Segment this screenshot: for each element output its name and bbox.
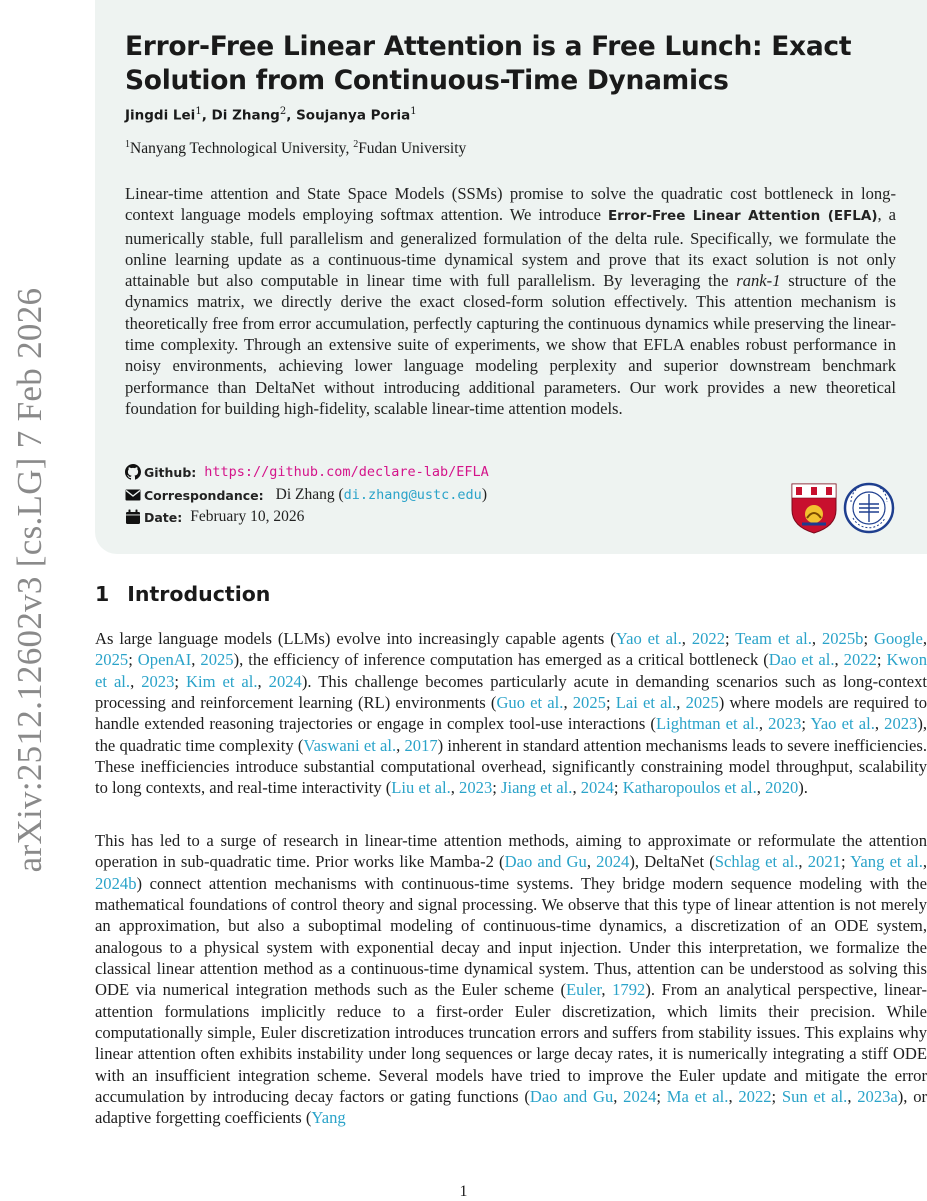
- citation-link[interactable]: 2025: [572, 693, 606, 713]
- citation-link[interactable]: 2020: [765, 778, 799, 798]
- body-text: As large language models (LLMs) evolve into increasingly capable agents (: [95, 629, 616, 648]
- citation-link[interactable]: Yang et al.: [850, 852, 923, 872]
- citation-link[interactable]: 2017: [404, 735, 438, 755]
- citation-link[interactable]: 2024: [623, 1087, 657, 1107]
- body-text: ;: [771, 1087, 782, 1107]
- citation-link[interactable]: 2023: [459, 778, 493, 798]
- affil-sup: 1: [125, 139, 130, 150]
- citation-link[interactable]: 2024: [268, 671, 302, 691]
- body-text: ) where models are required to handle extended reasoning trajectories or engage in complex tool-use interactions (: [95, 693, 927, 734]
- author-sup: 1: [410, 106, 417, 117]
- body-text: ,: [756, 778, 766, 798]
- body-text: ,: [811, 629, 822, 648]
- citation-link[interactable]: Ma et al.: [666, 1087, 729, 1107]
- body-text: ;: [128, 650, 138, 670]
- page-number: 1: [459, 1183, 468, 1200]
- citation-link[interactable]: Yao et al.: [615, 629, 682, 648]
- affil-name: Nanyang Technological University: [130, 140, 346, 158]
- method-name: Error-Free Linear Attention (EFLA): [607, 208, 878, 225]
- body-text: ,: [798, 852, 808, 872]
- intro-paragraph-1: [95, 628, 927, 799]
- body-text: ;: [174, 671, 186, 691]
- affiliations: $^1$Nanyang Technological University, $^2$Fudan University: [125, 139, 467, 158]
- citation-link[interactable]: Sun et al.: [781, 1087, 848, 1107]
- citation-link[interactable]: Team et al.: [735, 629, 812, 648]
- body-text: ,: [572, 778, 581, 798]
- body-text: ;: [725, 629, 736, 648]
- affil-sup: 2: [353, 139, 359, 150]
- arxiv-id-text: arXiv:2512.12602v3 [cs.LG] 7 Feb 2026: [10, 287, 49, 873]
- body-text: ), DeltaNet (: [629, 852, 715, 872]
- ntu-crest-logo: [790, 482, 838, 534]
- body-text: ;: [656, 1087, 667, 1107]
- body-text: ;: [840, 852, 851, 872]
- body-text: ,: [257, 671, 269, 691]
- body-text: ;: [613, 778, 623, 798]
- citation-link[interactable]: Jiang et al.: [501, 778, 573, 798]
- citation-link[interactable]: Schlag et al.: [714, 852, 799, 872]
- body-text: This has led to a surge of research in linear-time attention methods, aiming to approximate or reformulate the attention operation in sub-quadratic time. Prior works like Mamba-2 (: [95, 831, 927, 872]
- body-text: ;: [863, 629, 874, 648]
- citation-link[interactable]: Kwon et al.: [95, 650, 927, 691]
- calendar-icon: [125, 509, 141, 525]
- abstract-italic: rank-1: [736, 271, 781, 291]
- intro-paragraph-2: [95, 830, 927, 1129]
- body-text: ,: [728, 1087, 739, 1107]
- arxiv-side-identifier: [0, 0, 60, 1200]
- body-text: ,: [450, 778, 460, 798]
- body-text: ). This challenge becomes particularly acute in demanding scenarios such as long-context processing and reinforcement learning (RL) environments (: [95, 671, 927, 713]
- abstract-text: structure of the dynamics matrix, we directly derive the exact closed-form solution effectively. This attention mechanism is theoretically free from error accumulation, perfectly capturing the continuous dynamics while preserving the linear-time complexity. Through an extensive suite of experiments, we show that EFLA enables robust performance in noisy environments, achieving lower language modeling perplexity and superior downstream benchmark performance than DeltaNet without introducing additional parameters. Our work provides a new theoretical foundation for building high-fidelity, scalable linear-time attention models.: [125, 271, 896, 418]
- correspondence-name: Di Zhang (: [275, 486, 344, 503]
- correspondence-label: Correspondance:: [144, 487, 264, 503]
- citation-link[interactable]: 1792: [612, 980, 646, 1000]
- citation-link[interactable]: Lightman et al.: [655, 714, 759, 734]
- paper-title: Error-Free Linear Attention is a Free Lunch: Exact Solution from Continuous-Time Dynamics: [125, 31, 852, 96]
- body-text: ,: [922, 629, 927, 648]
- citation-link[interactable]: 2023: [141, 671, 175, 691]
- correspondence-row: [125, 486, 487, 504]
- date-value: February 10, 2026: [190, 508, 305, 525]
- citation-link[interactable]: Yang: [311, 1108, 346, 1128]
- body-text: ,: [676, 693, 686, 713]
- body-text: ,: [922, 852, 927, 872]
- citation-link[interactable]: 2022: [738, 1087, 772, 1107]
- author-sup: 2: [279, 106, 287, 117]
- author-name: Jingdi Lei: [125, 107, 196, 124]
- body-text: ), or adaptive forgetting coefficients (: [95, 1087, 927, 1128]
- citation-link[interactable]: Liu et al.: [391, 778, 451, 798]
- body-text: ,: [563, 693, 573, 713]
- citation-link[interactable]: 2023: [884, 714, 918, 734]
- date-label: Date:: [144, 509, 183, 525]
- github-icon: [125, 464, 141, 480]
- citation-link[interactable]: 2024: [580, 778, 614, 798]
- body-text: ,: [130, 671, 142, 691]
- citation-link[interactable]: Lai et al.: [615, 693, 677, 713]
- citation-link[interactable]: 2025: [200, 650, 234, 670]
- body-text: ) connect attention mechanisms with continuous-time systems. They bridge modern sequence modeling with the mathematical foundations of control theory and signal processing. We observe that this type of linear attention is not merely an approximation, but also a suboptimal modeling of continuous-time dynamics, a discretization of an ODE system, analogous to a physical system with exponential decay and input injection. Under this interpretation, we formalize the classical linear attention method as a continuous-time dynamical system. Thus, attention can be understood as solving this ODE via numerical integration methods such as the Euler scheme (: [95, 873, 927, 1000]
- body-text: ,: [758, 714, 769, 734]
- citation-link[interactable]: Kim et al.: [185, 671, 258, 691]
- body-text: ,: [396, 735, 405, 755]
- body-text: ;: [801, 714, 811, 734]
- citation-link[interactable]: Katharopoulos et al.: [622, 778, 757, 798]
- citation-link[interactable]: 2025: [685, 693, 719, 713]
- citation-link[interactable]: 2023: [768, 714, 802, 734]
- citation-link[interactable]: Guo et al.: [496, 693, 564, 713]
- citation-link[interactable]: 2024: [596, 852, 630, 872]
- date-row: [125, 508, 304, 526]
- citation-link[interactable]: Dao and Gu: [504, 852, 587, 872]
- citation-link[interactable]: 2024b: [95, 873, 137, 893]
- body-text: ;: [492, 778, 501, 798]
- envelope-icon: [125, 487, 141, 503]
- body-text: ,: [601, 980, 613, 1000]
- github-label: Github:: [144, 464, 197, 480]
- citation-link[interactable]: 2025b: [821, 629, 864, 648]
- github-link[interactable]: https://github.com/declare-lab/EFLA: [204, 464, 489, 480]
- body-text: ,: [834, 650, 844, 670]
- citation-link[interactable]: OpenAI: [137, 650, 192, 670]
- citation-link[interactable]: 2022: [691, 629, 726, 648]
- author-name: Soujanya Poria: [296, 107, 411, 124]
- affil-name: Fudan University: [358, 140, 467, 158]
- body-text: ).: [798, 778, 808, 798]
- body-text: ;: [605, 693, 616, 713]
- citation-link[interactable]: 2025: [95, 650, 129, 670]
- body-text: ,: [847, 1087, 858, 1107]
- section-title-text: Introduction: [127, 582, 271, 606]
- citation-link[interactable]: Dao and Gu: [529, 1087, 614, 1107]
- correspondence-close: ): [481, 486, 487, 503]
- body-text: ;: [876, 650, 887, 670]
- abstract: [125, 183, 896, 419]
- author-sup: 1: [195, 106, 202, 117]
- github-row: [125, 464, 489, 480]
- section-heading: [95, 582, 270, 606]
- citation-link[interactable]: 2021: [807, 852, 841, 872]
- section-number: 1: [95, 582, 110, 606]
- citation-link[interactable]: Euler: [566, 980, 602, 1000]
- abstract-text: Linear-time attention and State Space Models (SSMs) promise to solve the quadratic cost bottleneck in long-context language models employing softmax attention. We introduce: [125, 184, 896, 225]
- citation-link[interactable]: 2022: [843, 650, 877, 670]
- body-text: ), the efficiency of inference computation has emerged as a critical bottleneck (: [233, 650, 769, 670]
- citation-link[interactable]: Google: [874, 629, 923, 648]
- citation-link[interactable]: Yao et al.: [810, 714, 875, 734]
- citation-link[interactable]: Dao et al.: [768, 650, 835, 670]
- body-text: ). From an analytical perspective, linear-attention formulations implicitly reduce to a first-order Euler discretization, which limits their precision. While computationally simple, Euler discretization introduces truncation errors and suffers from stability issues. This explains why linear attention often exhibits instability under long sequences or large decay rates, it is numerically integrating a stiff ODE with an insufficient integration scheme. Several models have tried to improve the Euler update and mitigate the error accumulation by introducing decay factors or gating functions (: [95, 980, 927, 1107]
- body-text: ,: [681, 629, 692, 648]
- citation-link[interactable]: Vaswani et al.: [303, 735, 397, 755]
- citation-link[interactable]: 2023a: [857, 1087, 898, 1107]
- body-text: ,: [586, 852, 597, 872]
- body-text: ,: [613, 1087, 624, 1107]
- correspondence-email[interactable]: di.zhang@ustc.edu: [343, 487, 482, 503]
- abstract-text: , a numerically stable, full parallelism and generalized formulation of the delta rule. Specifically, we formulate the online learning update as a continuous-time dynamical system and prove that its exact solution is not only attainable but also computable in linear time with full parallelism. By leveraging the: [125, 205, 896, 291]
- fudan-seal-logo: [843, 482, 895, 534]
- body-text: ), the quadratic time complexity (: [95, 714, 927, 755]
- author-list: Jingdi Lei$^1$, Di Zhang$^2$, Soujanya Poria$^1$: [125, 106, 417, 124]
- body-text: ,: [191, 650, 201, 670]
- body-text: ,: [874, 714, 885, 734]
- author-name: Di Zhang: [211, 107, 280, 124]
- body-text: ) inherent in standard attention mechanisms leads to severe inefficiencies. These inefficiencies introduce substantial computational overhead, significantly constraining model throughput, scalability to long contexts, and real-time interactivity (: [95, 735, 927, 798]
